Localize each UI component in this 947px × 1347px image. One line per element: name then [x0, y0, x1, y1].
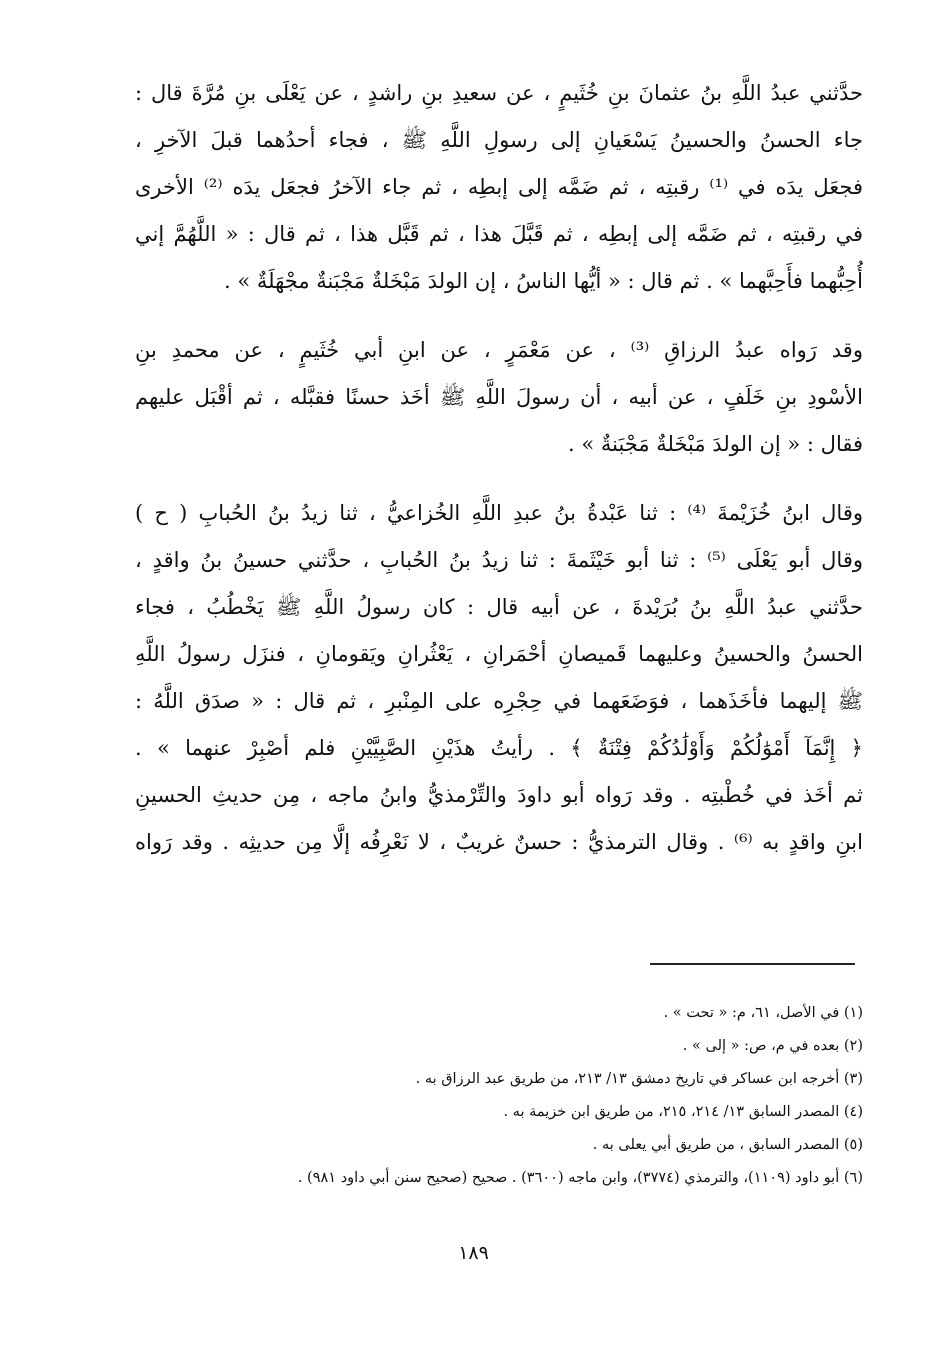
text-line: وقال ابنُ خُزَيْمةَ ⁽⁴⁾ : ثنا عَبْدةُ بنُ عبدِ اللَّهِ الخُزاعيُّ ، ثنا زيدُ بنُ الحُبابِ ( ح ) — [135, 501, 863, 525]
text-line: حدَّثني عبدُ اللَّهِ بنُ بُرَيْدةَ ، عن أبيه قال : كان رسولُ اللَّهِ ﷺ يَخْطُبُ ، فجاء — [135, 595, 863, 619]
footnote-6: (٦) أبو داود (١١٠٩)، والترمذي (٣٧٧٤)، وابن ماجه (٣٦٠٠) . صحيح (صحيح سنن أبي داود ٩٨١) . — [297, 1170, 863, 1186]
text-line: فجعَل يدَه في ⁽¹⁾ رقبتِه ، ثم ضَمَّه إلى إبطِه ، ثم جاء الآخرُ فجعَل يدَه ⁽²⁾ الأخرى — [135, 175, 863, 199]
text-line: ثم أخَذ في خُطْبتِه . وقد رَواه أبو داودَ والتِّرْمذيُّ وابنُ ماجه ، مِن حديثِ الحسينِ — [135, 783, 863, 807]
footnote-3: (٣) أخرجه ابن عساكر في تاريخ دمشق ١٣/ ٢١٣، من طريق عبد الرزاق به . — [415, 1071, 863, 1087]
text-line: في رقبتِه ، ثم ضَمَّه إلى إبطِه ، ثم قَبَّلَ هذا ، ثم قَبَّل هذا ، ثم قال : « اللَّهُمَّ إني — [135, 222, 863, 246]
page-number: ١٨٩ — [458, 1242, 489, 1264]
footnote-1: (١) في الأصل، ٦١، م: « تحت » . — [663, 1005, 863, 1021]
text-line: الأسْودِ بنِ خَلَفٍ ، عن أبيه ، أن رسولَ اللَّهِ ﷺ أخَذ حسنًا فقبَّله ، ثم أقْبَل عليهم — [135, 385, 863, 409]
paragraph-2 — [135, 327, 863, 468]
footnote-2: (٢) بعده في م، ص: « إلى » . — [682, 1038, 863, 1054]
paragraph-1 — [135, 70, 863, 305]
text-line: حدَّثني عبدُ اللَّهِ بنُ عثمانَ بنِ خُثَيمٍ ، عن سعيدِ بنِ راشدٍ ، عن يَعْلَى بنِ مُرَّةَ قال : — [135, 81, 863, 105]
text-line: أُحِبُّهما فأَحِبَّهما » . ثم قال : « أيُّها الناسُ ، إن الولدَ مَبْخَلةٌ مَجْبَنةٌ مجْهَلَةٌ » . — [224, 269, 863, 293]
text-line: ﴿ إِنَّمَآ أَمْوَٰلُكُمْ وَأَوْلَٰدُكُمْ فِتْنَةٌ ﴾ . رأيتُ هذَيْنِ الصَّبِيَّيْنِ فلم أصْبِرْ عنهما » . — [135, 736, 863, 760]
main-text — [135, 70, 863, 888]
paragraph-3 — [135, 490, 863, 866]
footnote-separator — [650, 963, 855, 965]
footnote-4: (٤) المصدر السابق ١٣/ ٢١٤، ٢١٥، من طريق ابن خزيمة به . — [503, 1104, 863, 1120]
footnotes — [140, 997, 863, 1195]
text-line: ﷺ إليهما فأخَذَهما ، فوَضَعَهما في حِجْرِه على المِنْبرِ ، ثم قال : « صدَق اللَّهُ : — [135, 689, 863, 713]
footnote-5: (٥) المصدر السابق ، من طريق أبي يعلى به . — [592, 1137, 863, 1153]
text-line: فقال : « إن الولدَ مَبْخَلةٌ مَجْبَنةٌ » . — [567, 432, 863, 456]
text-line: وقد رَواه عبدُ الرزاقِ ⁽³⁾ ، عن مَعْمَرٍ ، عن ابنِ أبي خُثَيمٍ ، عن محمدِ بنِ — [135, 338, 863, 362]
text-line: ابنِ واقدٍ به ⁽⁶⁾ . وقال الترمذيُّ : حسنٌ غريبٌ ، لا نَعْرِفُه إلَّا مِن حديثِه . وقد رَواه — [135, 830, 863, 854]
text-line: جاء الحسنُ والحسينُ يَسْعَيانِ إلى رسولِ اللَّهِ ﷺ ، فجاء أحدُهما قبلَ الآخرِ ، — [135, 128, 863, 152]
text-line: وقال أبو يَعْلَى ⁽⁵⁾ : ثنا أبو خَيْثَمةَ : ثنا زيدُ بنُ الحُبابِ ، حدَّثني حسينُ بنُ واقدٍ ، — [135, 548, 863, 572]
text-line: الحسنُ والحسينُ وعليهما قَميصانِ أحْمَرانِ ، يَعْثُرانِ ويَقومانِ ، فنزَل رسولُ اللَّهِ — [135, 642, 863, 666]
